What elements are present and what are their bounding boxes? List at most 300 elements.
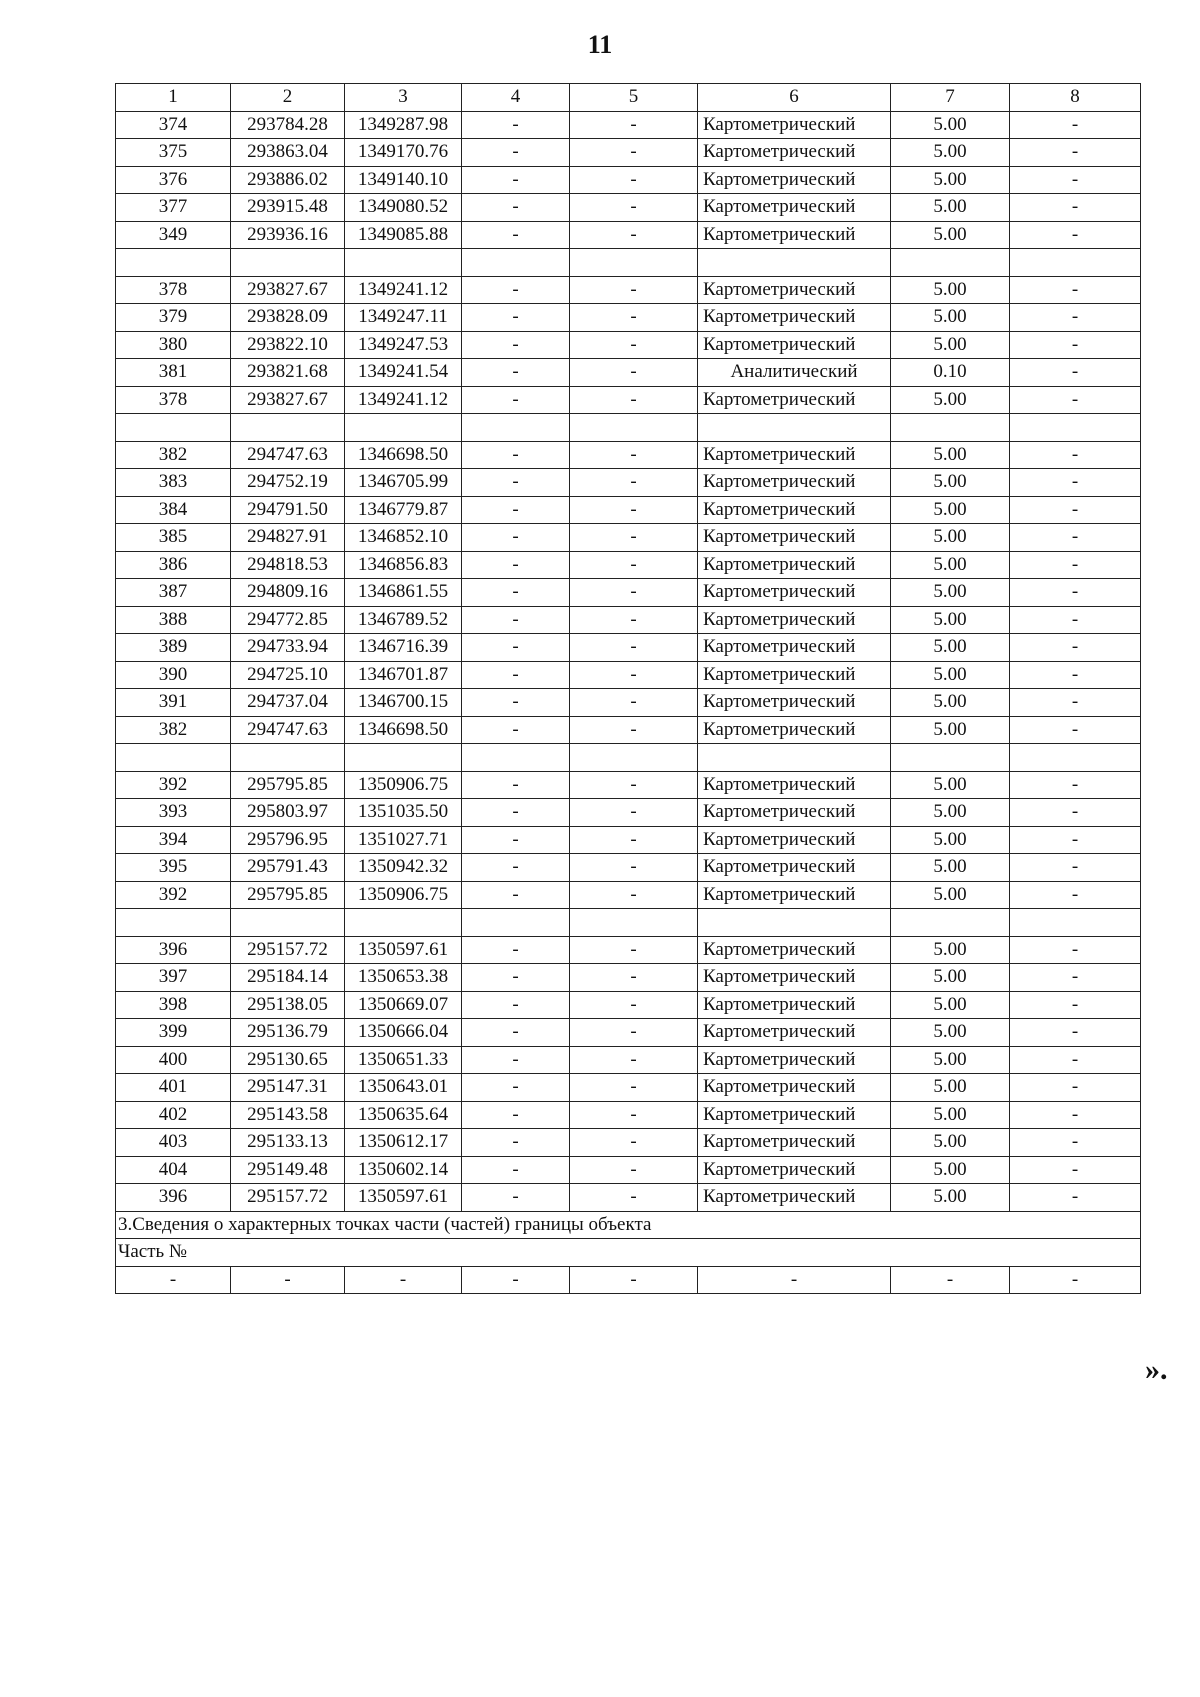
part-cell: - bbox=[231, 1266, 345, 1294]
col5-value: - bbox=[570, 661, 698, 689]
coord-x: 295157.72 bbox=[231, 936, 345, 964]
accuracy-value: 5.00 bbox=[891, 716, 1010, 744]
coord-y: 1349080.52 bbox=[345, 194, 462, 222]
coord-y: 1350643.01 bbox=[345, 1074, 462, 1102]
accuracy-value: 5.00 bbox=[891, 524, 1010, 552]
table-row bbox=[116, 496, 1141, 524]
col8-value: - bbox=[1010, 496, 1141, 524]
coord-y: 1350597.61 bbox=[345, 936, 462, 964]
col8-value: - bbox=[1010, 1156, 1141, 1184]
coord-y: 1349140.10 bbox=[345, 166, 462, 194]
col5-value: - bbox=[570, 799, 698, 827]
coord-x: 295803.97 bbox=[231, 799, 345, 827]
method-value: Картометрический bbox=[698, 166, 891, 194]
accuracy-value: 5.00 bbox=[891, 194, 1010, 222]
part-cell: - bbox=[570, 1266, 698, 1294]
point-number: 403 bbox=[116, 1129, 231, 1157]
empty-cell bbox=[231, 744, 345, 772]
table-row bbox=[116, 441, 1141, 469]
method-value: Картометрический bbox=[698, 716, 891, 744]
header-row bbox=[116, 84, 1141, 112]
method-value: Аналитический bbox=[698, 359, 891, 387]
col5-value: - bbox=[570, 331, 698, 359]
accuracy-value: 5.00 bbox=[891, 166, 1010, 194]
col5-value: - bbox=[570, 1156, 698, 1184]
empty-cell bbox=[698, 414, 891, 442]
part-cell: - bbox=[1010, 1266, 1141, 1294]
table-row bbox=[116, 1129, 1141, 1157]
accuracy-value: 5.00 bbox=[891, 386, 1010, 414]
coord-x: 295791.43 bbox=[231, 854, 345, 882]
boundary-points-table bbox=[115, 83, 1141, 1294]
coord-y: 1346701.87 bbox=[345, 661, 462, 689]
point-number: 396 bbox=[116, 1184, 231, 1212]
col4-value: - bbox=[462, 469, 570, 497]
method-value: Картометрический bbox=[698, 634, 891, 662]
table-row bbox=[116, 1074, 1141, 1102]
accuracy-value: 5.00 bbox=[891, 689, 1010, 717]
table-row bbox=[116, 1156, 1141, 1184]
coord-x: 293915.48 bbox=[231, 194, 345, 222]
table-row bbox=[116, 936, 1141, 964]
col5-value: - bbox=[570, 936, 698, 964]
table-row bbox=[116, 634, 1141, 662]
col5-value: - bbox=[570, 1129, 698, 1157]
empty-cell bbox=[570, 414, 698, 442]
table-row bbox=[116, 881, 1141, 909]
header-cell: 5 bbox=[570, 84, 698, 112]
table-row bbox=[116, 551, 1141, 579]
method-value: Картометрический bbox=[698, 111, 891, 139]
col8-value: - bbox=[1010, 551, 1141, 579]
accuracy-value: 5.00 bbox=[891, 991, 1010, 1019]
point-number: 389 bbox=[116, 634, 231, 662]
col5-value: - bbox=[570, 359, 698, 387]
coord-x: 294818.53 bbox=[231, 551, 345, 579]
col4-value: - bbox=[462, 1019, 570, 1047]
table-row bbox=[116, 524, 1141, 552]
col5-value: - bbox=[570, 441, 698, 469]
coord-x: 295795.85 bbox=[231, 771, 345, 799]
coord-x: 295138.05 bbox=[231, 991, 345, 1019]
accuracy-value: 5.00 bbox=[891, 826, 1010, 854]
coord-y: 1349241.12 bbox=[345, 276, 462, 304]
col4-value: - bbox=[462, 991, 570, 1019]
accuracy-value: 5.00 bbox=[891, 661, 1010, 689]
method-value: Картометрический bbox=[698, 194, 891, 222]
section-title: 3.Сведения о характерных точках части (частей) границы объекта bbox=[116, 1211, 1141, 1239]
col8-value: - bbox=[1010, 799, 1141, 827]
separator-row bbox=[116, 909, 1141, 937]
coord-x: 293936.16 bbox=[231, 221, 345, 249]
col5-value: - bbox=[570, 166, 698, 194]
coord-x: 294737.04 bbox=[231, 689, 345, 717]
method-value: Картометрический bbox=[698, 221, 891, 249]
accuracy-value: 5.00 bbox=[891, 799, 1010, 827]
col8-value: - bbox=[1010, 661, 1141, 689]
col5-value: - bbox=[570, 716, 698, 744]
table-row bbox=[116, 991, 1141, 1019]
method-value: Картометрический bbox=[698, 139, 891, 167]
coord-x: 295130.65 bbox=[231, 1046, 345, 1074]
header-cell: 7 bbox=[891, 84, 1010, 112]
method-value: Картометрический bbox=[698, 854, 891, 882]
method-value: Картометрический bbox=[698, 964, 891, 992]
table-row bbox=[116, 469, 1141, 497]
point-number: 395 bbox=[116, 854, 231, 882]
col8-value: - bbox=[1010, 221, 1141, 249]
point-number: 388 bbox=[116, 606, 231, 634]
accuracy-value: 5.00 bbox=[891, 1101, 1010, 1129]
col4-value: - bbox=[462, 386, 570, 414]
col8-value: - bbox=[1010, 771, 1141, 799]
coord-y: 1346852.10 bbox=[345, 524, 462, 552]
empty-cell bbox=[345, 249, 462, 277]
method-value: Картометрический bbox=[698, 331, 891, 359]
method-value: Картометрический bbox=[698, 469, 891, 497]
col4-value: - bbox=[462, 661, 570, 689]
coord-x: 294747.63 bbox=[231, 441, 345, 469]
method-value: Картометрический bbox=[698, 991, 891, 1019]
col4-value: - bbox=[462, 964, 570, 992]
empty-cell bbox=[345, 414, 462, 442]
point-number: 378 bbox=[116, 386, 231, 414]
col5-value: - bbox=[570, 111, 698, 139]
table-row bbox=[116, 661, 1141, 689]
point-number: 378 bbox=[116, 276, 231, 304]
coord-y: 1346698.50 bbox=[345, 441, 462, 469]
part-cell: - bbox=[345, 1266, 462, 1294]
accuracy-value: 5.00 bbox=[891, 771, 1010, 799]
method-value: Картометрический bbox=[698, 496, 891, 524]
coord-x: 294791.50 bbox=[231, 496, 345, 524]
col8-value: - bbox=[1010, 111, 1141, 139]
point-number: 404 bbox=[116, 1156, 231, 1184]
col4-value: - bbox=[462, 881, 570, 909]
col4-value: - bbox=[462, 221, 570, 249]
table-row bbox=[116, 1184, 1141, 1212]
point-number: 377 bbox=[116, 194, 231, 222]
col5-value: - bbox=[570, 386, 698, 414]
point-number: 380 bbox=[116, 331, 231, 359]
coord-x: 293886.02 bbox=[231, 166, 345, 194]
col4-value: - bbox=[462, 139, 570, 167]
coord-y: 1346789.52 bbox=[345, 606, 462, 634]
coord-y: 1350942.32 bbox=[345, 854, 462, 882]
col8-value: - bbox=[1010, 1129, 1141, 1157]
empty-cell bbox=[116, 249, 231, 277]
col8-value: - bbox=[1010, 1074, 1141, 1102]
table-row bbox=[116, 689, 1141, 717]
coord-y: 1349241.54 bbox=[345, 359, 462, 387]
col4-value: - bbox=[462, 579, 570, 607]
col5-value: - bbox=[570, 606, 698, 634]
accuracy-value: 5.00 bbox=[891, 469, 1010, 497]
col8-value: - bbox=[1010, 166, 1141, 194]
col8-value: - bbox=[1010, 386, 1141, 414]
empty-cell bbox=[1010, 744, 1141, 772]
method-value: Картометрический bbox=[698, 524, 891, 552]
col4-value: - bbox=[462, 524, 570, 552]
col4-value: - bbox=[462, 634, 570, 662]
method-value: Картометрический bbox=[698, 1129, 891, 1157]
table-row bbox=[116, 1101, 1141, 1129]
table-row bbox=[116, 194, 1141, 222]
col8-value: - bbox=[1010, 1101, 1141, 1129]
col5-value: - bbox=[570, 881, 698, 909]
accuracy-value: 5.00 bbox=[891, 1074, 1010, 1102]
empty-cell bbox=[570, 249, 698, 277]
accuracy-value: 5.00 bbox=[891, 304, 1010, 332]
table-row bbox=[116, 771, 1141, 799]
col8-value: - bbox=[1010, 634, 1141, 662]
point-number: 396 bbox=[116, 936, 231, 964]
accuracy-value: 5.00 bbox=[891, 1129, 1010, 1157]
empty-cell bbox=[462, 744, 570, 772]
coord-y: 1350653.38 bbox=[345, 964, 462, 992]
col8-value: - bbox=[1010, 524, 1141, 552]
coord-x: 294827.91 bbox=[231, 524, 345, 552]
table-row bbox=[116, 276, 1141, 304]
empty-cell bbox=[698, 744, 891, 772]
col5-value: - bbox=[570, 276, 698, 304]
col5-value: - bbox=[570, 1074, 698, 1102]
table-row bbox=[116, 799, 1141, 827]
coord-x: 295133.13 bbox=[231, 1129, 345, 1157]
empty-cell bbox=[891, 744, 1010, 772]
coord-y: 1346716.39 bbox=[345, 634, 462, 662]
header-cell: 6 bbox=[698, 84, 891, 112]
accuracy-value: 5.00 bbox=[891, 936, 1010, 964]
point-number: 349 bbox=[116, 221, 231, 249]
accuracy-value: 5.00 bbox=[891, 276, 1010, 304]
method-value: Картометрический bbox=[698, 1019, 891, 1047]
coord-x: 295796.95 bbox=[231, 826, 345, 854]
empty-cell bbox=[698, 249, 891, 277]
separator-row bbox=[116, 249, 1141, 277]
method-value: Картометрический bbox=[698, 799, 891, 827]
accuracy-value: 5.00 bbox=[891, 496, 1010, 524]
table-row bbox=[116, 166, 1141, 194]
accuracy-value: 5.00 bbox=[891, 964, 1010, 992]
coord-y: 1350597.61 bbox=[345, 1184, 462, 1212]
table-row bbox=[116, 304, 1141, 332]
col8-value: - bbox=[1010, 689, 1141, 717]
coord-x: 294725.10 bbox=[231, 661, 345, 689]
point-number: 399 bbox=[116, 1019, 231, 1047]
col5-value: - bbox=[570, 634, 698, 662]
col4-value: - bbox=[462, 551, 570, 579]
coord-y: 1346861.55 bbox=[345, 579, 462, 607]
coord-y: 1350669.07 bbox=[345, 991, 462, 1019]
part-cell: - bbox=[698, 1266, 891, 1294]
point-number: 401 bbox=[116, 1074, 231, 1102]
col8-value: - bbox=[1010, 881, 1141, 909]
col4-value: - bbox=[462, 1101, 570, 1129]
col4-value: - bbox=[462, 854, 570, 882]
point-number: 375 bbox=[116, 139, 231, 167]
col5-value: - bbox=[570, 689, 698, 717]
col8-value: - bbox=[1010, 1184, 1141, 1212]
col5-value: - bbox=[570, 579, 698, 607]
accuracy-value: 0.10 bbox=[891, 359, 1010, 387]
method-value: Картометрический bbox=[698, 304, 891, 332]
point-number: 402 bbox=[116, 1101, 231, 1129]
col4-value: - bbox=[462, 194, 570, 222]
empty-cell bbox=[570, 744, 698, 772]
method-value: Картометрический bbox=[698, 826, 891, 854]
part-label-row bbox=[116, 1239, 1141, 1267]
col5-value: - bbox=[570, 221, 698, 249]
empty-cell bbox=[116, 909, 231, 937]
coord-y: 1350635.64 bbox=[345, 1101, 462, 1129]
coord-y: 1350906.75 bbox=[345, 881, 462, 909]
coord-x: 293821.68 bbox=[231, 359, 345, 387]
empty-cell bbox=[1010, 249, 1141, 277]
empty-cell bbox=[462, 909, 570, 937]
col8-value: - bbox=[1010, 826, 1141, 854]
coord-y: 1350602.14 bbox=[345, 1156, 462, 1184]
point-number: 376 bbox=[116, 166, 231, 194]
col4-value: - bbox=[462, 606, 570, 634]
coord-x: 293863.04 bbox=[231, 139, 345, 167]
method-value: Картометрический bbox=[698, 441, 891, 469]
accuracy-value: 5.00 bbox=[891, 579, 1010, 607]
point-number: 374 bbox=[116, 111, 231, 139]
point-number: 398 bbox=[116, 991, 231, 1019]
col5-value: - bbox=[570, 854, 698, 882]
col8-value: - bbox=[1010, 359, 1141, 387]
empty-cell bbox=[891, 909, 1010, 937]
method-value: Картометрический bbox=[698, 551, 891, 579]
coord-y: 1346779.87 bbox=[345, 496, 462, 524]
col4-value: - bbox=[462, 166, 570, 194]
col8-value: - bbox=[1010, 194, 1141, 222]
coord-y: 1350612.17 bbox=[345, 1129, 462, 1157]
table-row bbox=[116, 854, 1141, 882]
point-number: 390 bbox=[116, 661, 231, 689]
col4-value: - bbox=[462, 716, 570, 744]
method-value: Картометрический bbox=[698, 689, 891, 717]
col5-value: - bbox=[570, 139, 698, 167]
accuracy-value: 5.00 bbox=[891, 331, 1010, 359]
point-number: 385 bbox=[116, 524, 231, 552]
method-value: Картометрический bbox=[698, 1101, 891, 1129]
point-number: 382 bbox=[116, 716, 231, 744]
table-row bbox=[116, 826, 1141, 854]
point-number: 379 bbox=[116, 304, 231, 332]
col4-value: - bbox=[462, 496, 570, 524]
coord-y: 1349247.11 bbox=[345, 304, 462, 332]
point-number: 394 bbox=[116, 826, 231, 854]
coord-x: 294733.94 bbox=[231, 634, 345, 662]
empty-cell bbox=[345, 909, 462, 937]
coord-x: 295157.72 bbox=[231, 1184, 345, 1212]
col8-value: - bbox=[1010, 936, 1141, 964]
col8-value: - bbox=[1010, 469, 1141, 497]
col4-value: - bbox=[462, 826, 570, 854]
table-row bbox=[116, 331, 1141, 359]
col4-value: - bbox=[462, 771, 570, 799]
point-number: 397 bbox=[116, 964, 231, 992]
header-cell: 4 bbox=[462, 84, 570, 112]
col8-value: - bbox=[1010, 331, 1141, 359]
empty-cell bbox=[231, 909, 345, 937]
accuracy-value: 5.00 bbox=[891, 854, 1010, 882]
coord-x: 293822.10 bbox=[231, 331, 345, 359]
method-value: Картометрический bbox=[698, 1184, 891, 1212]
empty-cell bbox=[698, 909, 891, 937]
coord-x: 294772.85 bbox=[231, 606, 345, 634]
accuracy-value: 5.00 bbox=[891, 634, 1010, 662]
coord-y: 1346700.15 bbox=[345, 689, 462, 717]
col4-value: - bbox=[462, 111, 570, 139]
point-number: 381 bbox=[116, 359, 231, 387]
coord-y: 1351027.71 bbox=[345, 826, 462, 854]
empty-cell bbox=[116, 744, 231, 772]
accuracy-value: 5.00 bbox=[891, 1046, 1010, 1074]
accuracy-value: 5.00 bbox=[891, 441, 1010, 469]
coord-y: 1346698.50 bbox=[345, 716, 462, 744]
coord-x: 293784.28 bbox=[231, 111, 345, 139]
accuracy-value: 5.00 bbox=[891, 1184, 1010, 1212]
col5-value: - bbox=[570, 551, 698, 579]
table-row bbox=[116, 964, 1141, 992]
point-number: 392 bbox=[116, 771, 231, 799]
point-number: 393 bbox=[116, 799, 231, 827]
col8-value: - bbox=[1010, 139, 1141, 167]
coord-x: 294747.63 bbox=[231, 716, 345, 744]
col4-value: - bbox=[462, 441, 570, 469]
accuracy-value: 5.00 bbox=[891, 1156, 1010, 1184]
section-title-row bbox=[116, 1211, 1141, 1239]
empty-cell bbox=[1010, 414, 1141, 442]
coord-y: 1349241.12 bbox=[345, 386, 462, 414]
col5-value: - bbox=[570, 1184, 698, 1212]
separator-row bbox=[116, 414, 1141, 442]
coord-x: 293827.67 bbox=[231, 276, 345, 304]
boundary-points-table-wrap bbox=[115, 83, 1141, 1294]
empty-cell bbox=[462, 249, 570, 277]
table-row bbox=[116, 716, 1141, 744]
coord-y: 1349085.88 bbox=[345, 221, 462, 249]
coord-y: 1346856.83 bbox=[345, 551, 462, 579]
point-number: 384 bbox=[116, 496, 231, 524]
method-value: Картометрический bbox=[698, 771, 891, 799]
table-row bbox=[116, 1046, 1141, 1074]
page-number: 11 bbox=[587, 30, 613, 59]
accuracy-value: 5.00 bbox=[891, 551, 1010, 579]
coord-y: 1350666.04 bbox=[345, 1019, 462, 1047]
part-row bbox=[116, 1266, 1141, 1294]
method-value: Картометрический bbox=[698, 386, 891, 414]
coord-x: 294809.16 bbox=[231, 579, 345, 607]
point-number: 400 bbox=[116, 1046, 231, 1074]
empty-cell bbox=[116, 414, 231, 442]
coord-y: 1349287.98 bbox=[345, 111, 462, 139]
col5-value: - bbox=[570, 1019, 698, 1047]
col8-value: - bbox=[1010, 716, 1141, 744]
accuracy-value: 5.00 bbox=[891, 111, 1010, 139]
point-number: 391 bbox=[116, 689, 231, 717]
table-row bbox=[116, 139, 1141, 167]
empty-cell bbox=[462, 414, 570, 442]
col5-value: - bbox=[570, 496, 698, 524]
col4-value: - bbox=[462, 1046, 570, 1074]
table-row bbox=[116, 386, 1141, 414]
col5-value: - bbox=[570, 194, 698, 222]
col5-value: - bbox=[570, 304, 698, 332]
